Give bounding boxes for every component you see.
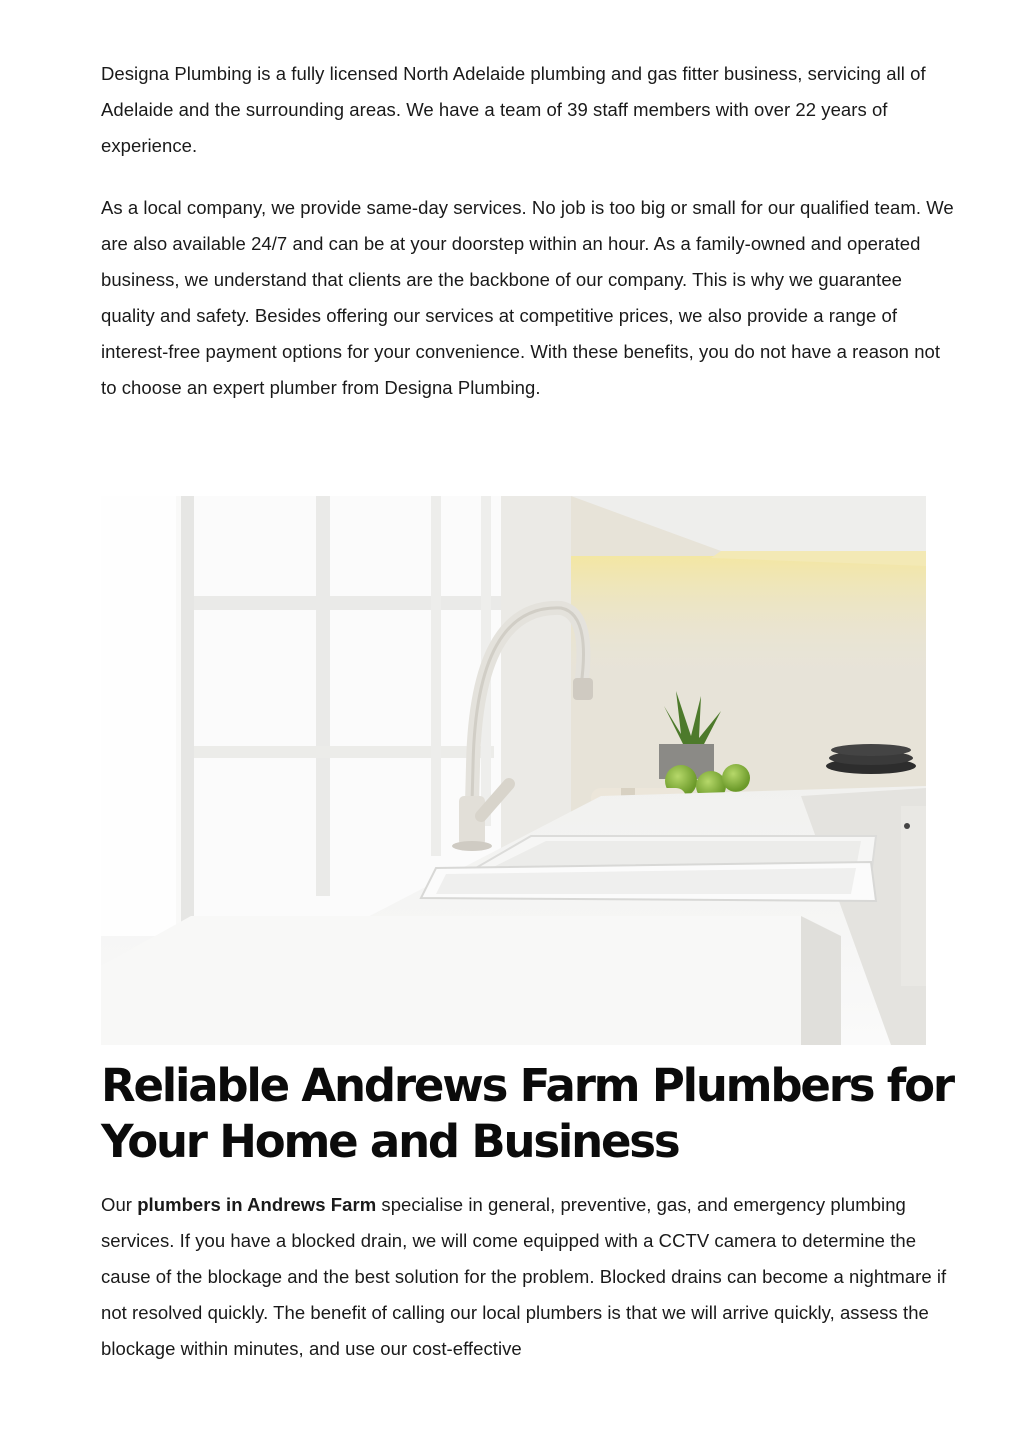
intro-paragraph-1: Designa Plumbing is a fully licensed North Adelaide plumbing and gas fitter business, servicing all of Adelaide and the surrounding areas. We have a team of 39 staff members with over 22 years of experience.	[101, 63, 926, 156]
section-heading: Reliable Andrews Farm Plumbers for Your Home and Business	[101, 1059, 953, 1168]
plumbers-link[interactable]: plumbers in Andrews Farm	[137, 1194, 377, 1215]
kitchen-sink-photo	[101, 496, 926, 1045]
section-text-rest: specialise in general, preventive, gas, and emergency plumbing services. If you have a blocked drain, we will come equipped with a CCTV camera to determine the cause of the blockage and the best solution for the problem. Blocked drains can become a nightmare if not resolved quickly. The benefit of calling our local plumbers is that we will arrive quickly, assess the blockage within minutes, and use our cost-effective	[101, 1194, 947, 1359]
section-paragraph	[101, 1187, 957, 1367]
intro-section	[101, 56, 957, 406]
section-text-prefix: Our	[101, 1194, 138, 1215]
intro-paragraph-2: As a local company, we provide same-day services. No job is too big or small for our qualified team. We are also available 24/7 and can be at your doorstep within an hour. As a family-owned and operated business, we understand that clients are the backbone of our company. This is why we guarantee quality and safety. Besides offering our services at competitive prices, we also provide a range of interest-free payment options for your convenience. With these benefits, you do not have a reason not to choose an expert plumber from Designa Plumbing.	[101, 197, 954, 398]
